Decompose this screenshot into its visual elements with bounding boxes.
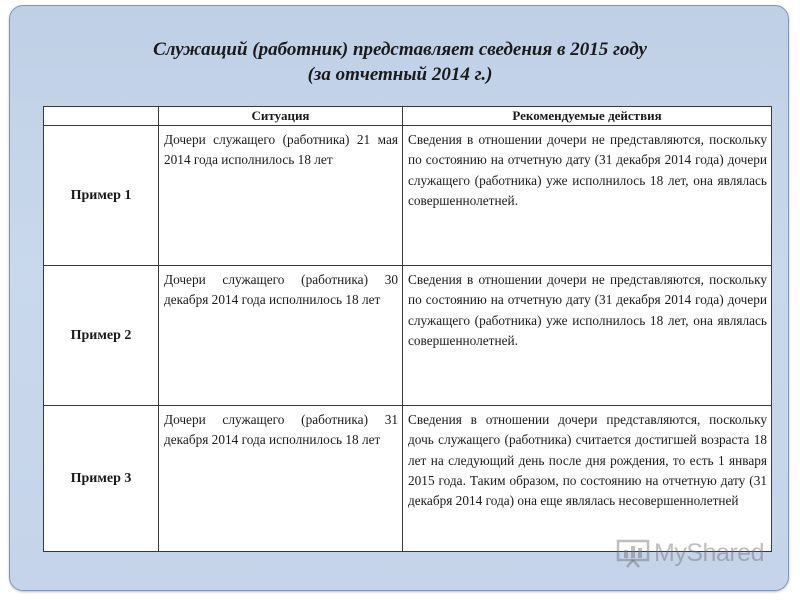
situation-cell: Дочери служащего (работника) 21 мая 2014 года исполнилось 18 лет bbox=[159, 126, 403, 266]
table-row bbox=[44, 126, 772, 266]
slide-title bbox=[0, 37, 800, 87]
situation-cell: Дочери служащего (работника) 31 декабря 2014 года исполнилось 18 лет bbox=[159, 406, 403, 552]
table-row bbox=[44, 406, 772, 552]
example-label: Пример 3 bbox=[44, 406, 159, 552]
slide-title-line-2: (за отчетный 2014 г.) bbox=[307, 64, 493, 85]
header-recommended-actions: Рекомендуемые действия bbox=[403, 107, 772, 126]
situation-cell: Дочери служащего (работника) 30 декабря 2014 года исполнилось 18 лет bbox=[159, 266, 403, 406]
action-cell: Сведения в отношении дочери не представляются, поскольку по состоянию на отчетную дату (31 декабря 2014 года) дочери служащего (работника) уже исполнилось 18 лет, она являлась совершеннолетней. bbox=[403, 126, 772, 266]
header-empty bbox=[44, 107, 159, 126]
examples-table bbox=[43, 106, 772, 552]
action-cell: Сведения в отношении дочери представляются, поскольку дочь служащего (работника) считается достигшей возраста 18 лет на следующий день после дня рождения, то есть 1 января 2015 года. Таким образом, по состоянию на отчетную дату (31 декабря 2014 года) она еще являлась несовершеннолетней bbox=[403, 406, 772, 552]
example-label: Пример 1 bbox=[44, 126, 159, 266]
slide-title-line-1: Служащий (работник) представляет сведения в 2015 году bbox=[153, 39, 647, 60]
header-situation: Ситуация bbox=[159, 107, 403, 126]
watermark-text: MyShared bbox=[654, 538, 764, 567]
table-header-row bbox=[44, 107, 772, 126]
myshared-watermark bbox=[616, 538, 764, 568]
example-label: Пример 2 bbox=[44, 266, 159, 406]
table-row bbox=[44, 266, 772, 406]
presentation-chart-icon bbox=[616, 538, 650, 568]
action-cell: Сведения в отношении дочери не представляются, поскольку по состоянию на отчетную дату (31 декабря 2014 года) дочери служащего (работника) уже исполнилось 18 лет, она являлась совершеннолетней. bbox=[403, 266, 772, 406]
